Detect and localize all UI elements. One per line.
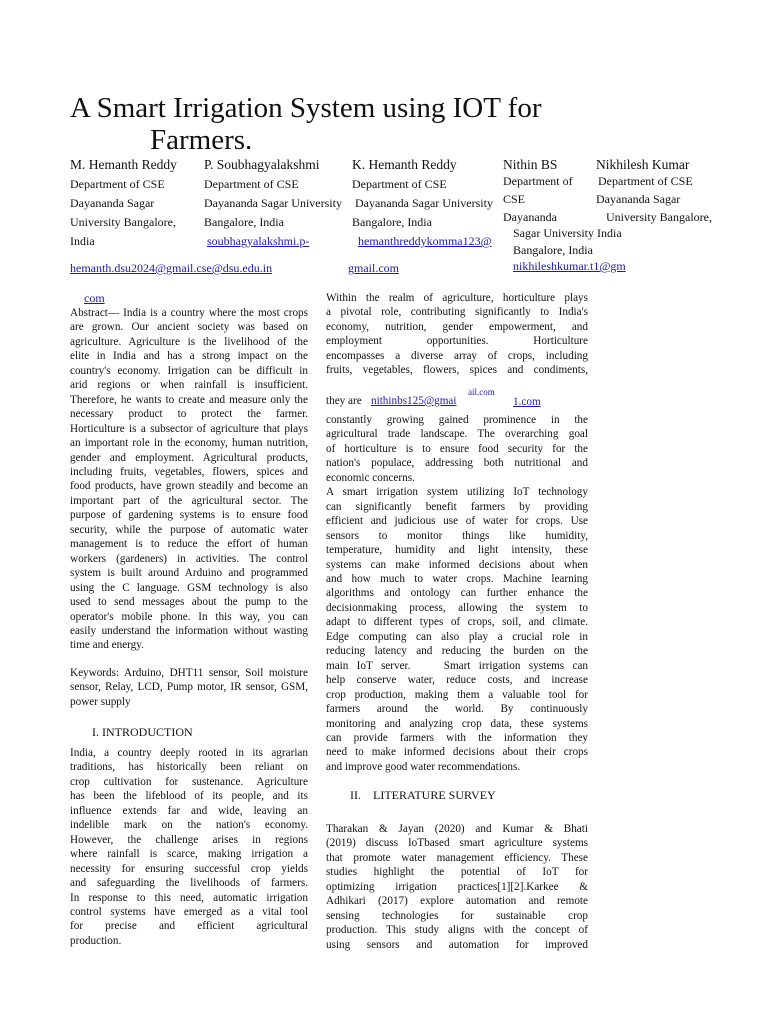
body-line: need to make informed decisions about their crops	[326, 746, 588, 759]
body-line: Edge computing can also play a crucial role in	[326, 630, 588, 643]
author-3-inst-1: Dayananda Sagar University	[355, 196, 493, 210]
body-line: agricultural trade landscape. The overarching goal	[326, 428, 588, 441]
body-line: can provide farmers with the information they	[326, 731, 588, 744]
author-4-name: Nithin BS	[503, 157, 558, 172]
author-4-dept-2: CSE	[503, 192, 526, 206]
body-line: main IoT server. Smart irrigation systems can	[326, 659, 588, 672]
intro-line: In response to this need, automatic irrigation	[70, 891, 308, 904]
author-4-inst-2: Sagar University India	[513, 226, 622, 240]
keywords-line: Keywords: Arduino, DHT11 sensor, Soil moisture	[70, 667, 308, 679]
abstract-line: easily understand the information without wasting	[70, 624, 308, 637]
body-line: economy, nutrition, gender empowerment, and	[326, 320, 588, 333]
abstract-line: important part of the agricultural sector. The	[70, 494, 308, 507]
lit-line: (2019) discuss IoTbased smart agriculture systems	[326, 837, 588, 850]
abstract-line: Abstract— India is a country where the most crops	[70, 307, 308, 319]
intro-line: has been the lifeblood of its people, and its	[70, 790, 308, 803]
author-2-name: P. Soubhagyalakshmi	[204, 157, 320, 172]
author-4-email-link[interactable]: nithinbs125@gmai	[371, 395, 457, 407]
author-1-inst-1: Dayananda Sagar	[70, 196, 155, 210]
intro-line: traditions, has historically been reliant on	[70, 761, 308, 774]
author-3-dept: Department of CSE	[352, 177, 447, 191]
body-line: A smart irrigation system utilizing IoT technology	[326, 486, 588, 499]
paper-title-line-2: Farmers.	[150, 124, 253, 156]
intro-line: India, a country deeply rooted in its agrarian	[70, 747, 308, 759]
abstract-line: are grown. Our ancient society was based on	[70, 321, 308, 334]
body-line: algorithms and ontology can further enhance the	[326, 587, 588, 600]
author-4-inst-3: Bangalore, India	[513, 243, 593, 257]
intro-line: where rainfall is scarce, making irrigation a	[70, 848, 308, 861]
author-1-email-link[interactable]: hemanth.dsu2024@gmail.cse@dsu.edu.in	[70, 261, 273, 275]
author-3-email-link-cont[interactable]: gmail.com	[348, 261, 399, 275]
body-line: monitoring and analyzing crop data, these systems	[326, 717, 588, 730]
body-line: and improve good water recommendations.	[326, 760, 521, 773]
author-2-inst-1: Dayananda Sagar University	[204, 196, 342, 210]
body-line: and how much to water crops. Machine learning	[326, 572, 588, 585]
body-line: sensors to monitor things like humidity,	[326, 529, 588, 542]
author-2-inst-2: Bangalore, India	[204, 215, 284, 229]
intro-line: influence extends far and wide, leaving an	[70, 804, 308, 817]
abstract-line: used to send messages about the pump to the	[70, 596, 308, 609]
author-3-email-link[interactable]: hemanthreddykomma123@	[358, 234, 492, 248]
abstract-line: workers (gardeners) in activities. The control	[70, 552, 308, 565]
author-4-email-superscript[interactable]: ail.com	[468, 387, 495, 397]
author-5-dept: Department of CSE	[598, 174, 693, 188]
body-line: fruits, vegetables, flowers, spices and condiments,	[326, 364, 588, 377]
body-line: reducing latency and reducing the burden on the	[326, 645, 588, 658]
author-5-name: Nikhilesh Kumar	[596, 157, 690, 172]
abstract-line: time and energy.	[70, 639, 144, 652]
lit-line: sensing technologies for sustainable crop	[326, 909, 588, 922]
author-1-dept: Department of CSE	[70, 177, 165, 191]
author-5-inst-1: Dayananda Sagar	[596, 192, 681, 206]
section-heading-literature-survey: II. LITERATURE SURVEY	[350, 788, 496, 802]
abstract-paragraph	[70, 306, 308, 653]
intro-line: indelible mark on the nation's economy.	[70, 819, 308, 832]
smart-irrigation-paragraph	[326, 413, 588, 774]
body-line: systems can make informed decisions about when	[326, 558, 588, 571]
they-are-text: they are	[326, 395, 362, 407]
abstract-line: Horticulture is a subsector of agriculture that plays	[70, 422, 308, 435]
abstract-line: gender and employment. Agricultural products,	[70, 451, 308, 464]
lit-line: using sensors and automation for improved	[326, 938, 588, 951]
body-line: a pivotal role, contributing significantly to India's	[326, 306, 588, 319]
abstract-line: operator's mobile phone. In this way, you can	[70, 610, 308, 623]
lit-line: studies highlight the potential of IoT for	[326, 866, 588, 879]
keywords-line: sensor, Relay, LCD, Pump motor, IR sensor, GSM,	[70, 681, 308, 694]
abstract-line: necessary product to protect the farmer.	[70, 408, 308, 421]
keywords-paragraph	[70, 666, 308, 709]
author-3-name: K. Hemanth Reddy	[352, 157, 457, 172]
body-line: can significantly benefit farmers by providing	[326, 500, 588, 513]
abstract-line: security, while the purpose of automatic water	[70, 523, 308, 536]
abstract-line: food products, have grown steadily and become an	[70, 480, 308, 493]
abstract-line: Therefore, he wants to create and measure only the	[70, 393, 308, 406]
intro-line: However, the challenge arises in regions	[70, 833, 308, 846]
abstract-line: management is to reduce the effort of human	[70, 538, 308, 551]
body-line: temperature, humidity and light intensity, these	[326, 544, 588, 557]
lit-line: Adhikari (2017) explore automation and remote	[326, 895, 588, 908]
author-3-inst-2: Bangalore, India	[352, 215, 432, 229]
body-line: farmers around the world. By continuously	[326, 703, 588, 716]
lit-line: that promote water management efficiency. These	[326, 851, 588, 864]
author-4-inst-1: Dayananda	[503, 210, 557, 224]
body-line: crop production, making them a valuable tool for	[326, 688, 588, 701]
author-5-inst-2: University Bangalore,	[606, 210, 712, 224]
paper-title-line-1: A Smart Irrigation System using IOT for	[70, 92, 542, 124]
section-heading-introduction: I. INTRODUCTION	[92, 725, 193, 739]
horticulture-paragraph	[326, 291, 588, 378]
abstract-line: including fruits, vegetables, flowers, spices and	[70, 465, 308, 478]
intro-line: necessity for ensuring successful crop yields	[70, 862, 308, 875]
literature-survey-paragraph	[326, 822, 588, 952]
author-4-dept-1: Department of	[503, 174, 573, 188]
author-1-name: M. Hemanth Reddy	[70, 157, 177, 172]
body-line: of horticulture is to ensure food security for the	[326, 442, 588, 455]
keywords-line: power supply	[70, 695, 131, 708]
abstract-line: using the C language. GSM technology is also	[70, 581, 308, 594]
body-line: efficient and judicious use of water for crops. Use	[326, 515, 588, 528]
abstract-line: elite in India and has a strong impact on the	[70, 350, 308, 363]
body-line: decisionmaking process, allowing the system to	[326, 601, 588, 614]
intro-line: production.	[70, 934, 122, 947]
lit-line: optimizing irrigation practices[1][2].Karkee &	[326, 880, 588, 893]
intro-line: and safeguarding the livelihoods of farmers.	[70, 877, 308, 890]
lit-line: Tharakan & Jayan (2020) and Kumar & Bhati	[326, 823, 588, 835]
body-line: employment opportunities. Horticulture	[326, 335, 588, 348]
body-line: Within the realm of agriculture, horticulture plays	[326, 292, 588, 304]
intro-line: control systems have emerged as a vital tool	[70, 905, 308, 918]
body-line: help conserve water, reduce costs, and increase	[326, 674, 588, 687]
body-line: nation's populace, addressing both nutritional and	[326, 457, 588, 470]
author-5-email-link[interactable]: nikhileshkumar.t1@gm	[513, 259, 626, 273]
abstract-line: country's economy. Irrigation can be difficult in	[70, 364, 308, 377]
author-1-email-link-cont[interactable]: com	[84, 291, 105, 305]
lit-line: production. This study aligns with the concept of	[326, 924, 588, 937]
intro-line: for precise and efficient agricultural	[70, 920, 308, 933]
abstract-line: an important role in the economy, human nutrition,	[70, 437, 308, 450]
body-line: constantly growing gained prominence in the	[326, 414, 588, 426]
abstract-line: system is built around Arduino and programmed	[70, 567, 308, 580]
author-1-inst-3: India	[70, 234, 95, 248]
body-line: adapt to different types of crops, soil, and climate.	[326, 616, 588, 629]
abstract-line: agriculture. Agriculture is the livelihood of the	[70, 335, 308, 348]
body-line: economic concerns.	[326, 471, 415, 484]
author-2-email-link[interactable]: soubhagyalakshmi.p-	[207, 234, 310, 248]
author-2-dept: Department of CSE	[204, 177, 299, 191]
body-line: encompasses a diverse array of crops, including	[326, 349, 588, 362]
author-4-email-link-cont[interactable]: 1.com	[513, 396, 541, 408]
author-1-inst-2: University Bangalore,	[70, 215, 176, 229]
introduction-paragraph	[70, 746, 308, 948]
abstract-line: arid regions or when rainfall is insufficient.	[70, 379, 308, 392]
intro-line: crop cultivation for sustenance. Agriculture	[70, 775, 308, 788]
abstract-line: purpose of gardening systems is to ensure food	[70, 509, 308, 522]
